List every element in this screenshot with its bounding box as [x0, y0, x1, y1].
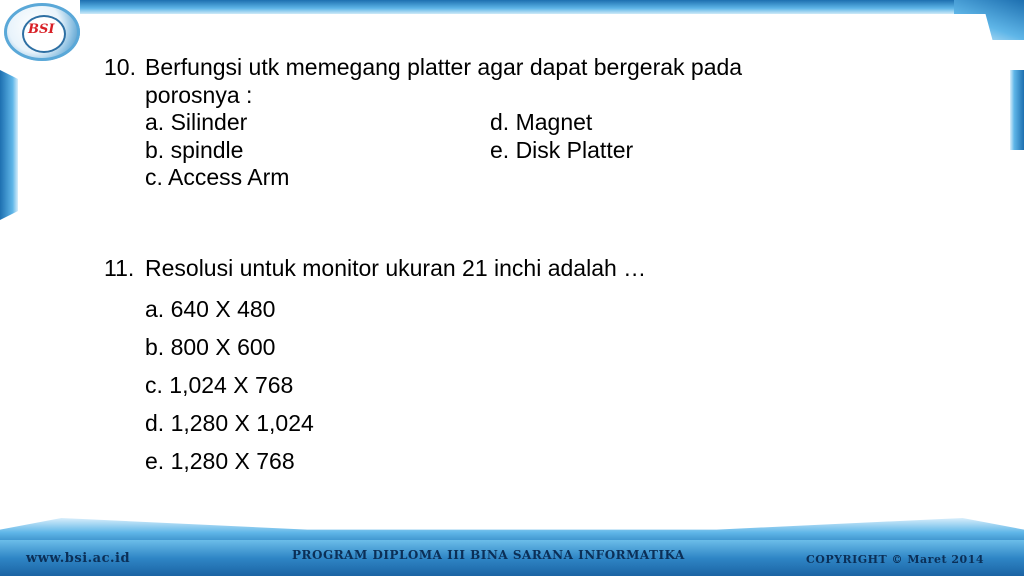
option-d: d. Magnet: [490, 109, 593, 135]
top-right-frame-corner: [954, 0, 1024, 40]
footer-copyright: COPYRIGHT © Maret 2014: [806, 553, 985, 566]
option-c: c. 1,024 X 768: [145, 371, 294, 398]
question-number: 11.: [104, 254, 135, 281]
question-body: [145, 255, 864, 480]
option-row: [145, 109, 864, 137]
option-row: [145, 164, 864, 192]
option-c: c. Access Arm: [145, 164, 290, 190]
question-text: Resolusi untuk monitor ukuran 21 inchi adalah …: [145, 254, 647, 281]
question-text-line1: Berfungsi utk memegang platter agar dapat bergerak pada: [145, 54, 743, 80]
option-a: a. 640 X 480: [145, 295, 276, 322]
slide-content: [104, 54, 864, 480]
footer-program-title: PROGRAM DIPLOMA III BINA SARANA INFORMATIKA: [292, 548, 685, 562]
top-frame-bar: [80, 0, 1024, 14]
question-11: [104, 255, 864, 480]
question-body: [145, 54, 864, 192]
logo-text: BSI: [28, 22, 55, 37]
question-text-line2: porosnya :: [145, 81, 253, 108]
option-b: b. 800 X 600: [145, 333, 276, 360]
question-number: 10.: [104, 54, 136, 80]
option-b: b. spindle: [145, 136, 244, 163]
question-10: [104, 54, 864, 192]
option-a: a. Silinder: [145, 109, 248, 135]
option-e: e. Disk Platter: [490, 136, 634, 163]
bsi-logo: [4, 3, 80, 61]
option-e: e. 1,280 X 768: [145, 447, 295, 474]
option-d: d. 1,280 X 1,024: [145, 409, 314, 436]
footer-website: www.bsi.ac.id: [26, 551, 131, 566]
option-row: [145, 137, 864, 165]
left-frame-bar: [0, 70, 18, 220]
right-frame-bar: [1010, 70, 1024, 150]
